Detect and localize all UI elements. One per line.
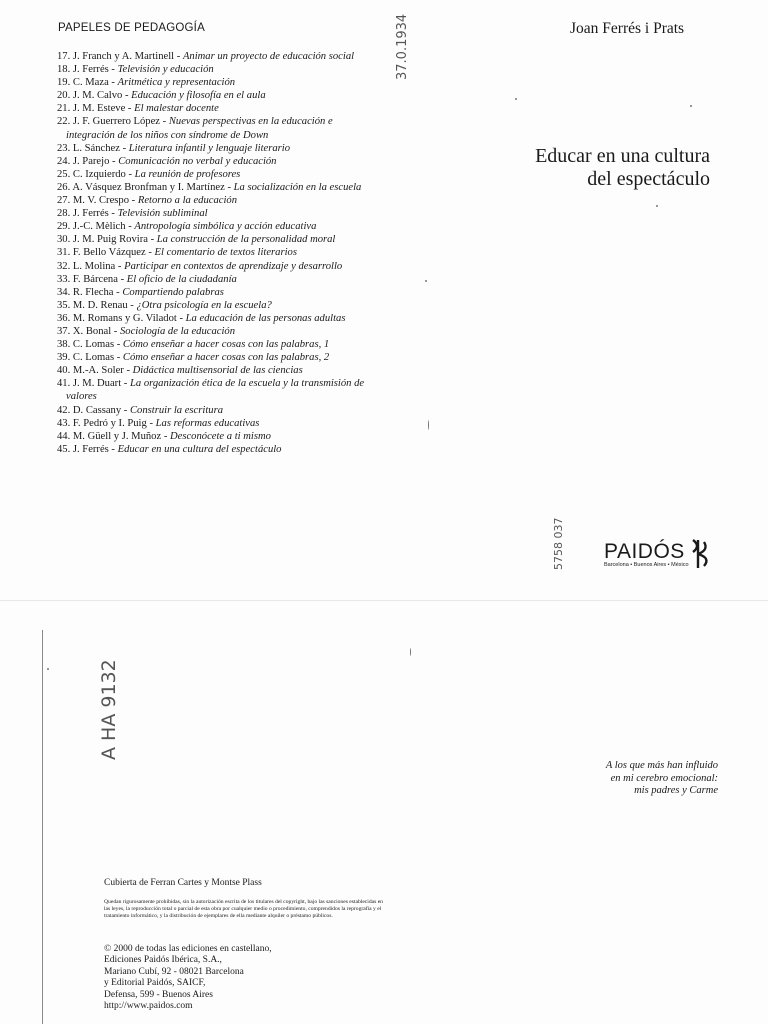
- book-list-item: [57, 142, 377, 155]
- book-title-entry: Educar en una cultura del espectáculo: [117, 443, 282, 455]
- book-number: 26.: [57, 181, 73, 193]
- book-number: 30.: [57, 234, 73, 246]
- copyright-line: Ediciones Paidós Ibérica, S.A.,: [104, 955, 222, 966]
- book-author: D. Cassany -: [72, 404, 130, 416]
- book-author: C. Lomas -: [72, 352, 123, 364]
- handwritten-note-1: 37.0.1934: [395, 13, 410, 80]
- copyright-line: © 2000 de todas las ediciones en castellano,: [104, 944, 272, 954]
- book-list-item: [57, 50, 377, 63]
- scan-speck: [690, 105, 692, 107]
- book-number: 35.: [57, 299, 73, 311]
- book-number: 21.: [57, 103, 73, 115]
- book-author: F. Bello Vázquez -: [72, 247, 155, 259]
- book-author: L. Sánchez -: [72, 142, 129, 154]
- book-title-entry: La educación de las personas adultas: [185, 312, 346, 324]
- book-title-entry: Cómo enseñar a hacer cosas con las palabras, 2: [122, 352, 330, 364]
- book-list-item: [57, 338, 377, 351]
- book-list-item: [57, 168, 377, 181]
- book-list-item: [57, 273, 377, 286]
- book-title-entry: Didáctica multisensorial de las ciencias: [132, 365, 303, 377]
- book-title-entry: ¿Otra psicología en la escuela?: [136, 299, 272, 311]
- copyright-line: Mariano Cubí, 92 - 08021 Barcelona: [104, 966, 244, 977]
- page-edge-line: [42, 630, 43, 1024]
- dedication-line2: en mi cerebro emocional:: [610, 772, 718, 784]
- book-author: M. V. Crespo -: [72, 195, 138, 207]
- book-list-item: [57, 430, 377, 443]
- book-number: 19.: [57, 77, 73, 89]
- book-title-entry: Literatura infantil y lenguaje literario: [128, 142, 291, 154]
- book-author: J. M. Calvo -: [72, 90, 132, 102]
- book-list-item: [57, 89, 377, 102]
- book-title-entry: Aritmética y representación: [117, 77, 236, 89]
- book-list-item: [57, 404, 377, 417]
- book-title-entry: Educación y filosofía en el aula: [131, 90, 266, 102]
- book-author: J. Ferrés -: [72, 208, 118, 220]
- book-author: J.-C. Mèlich -: [72, 221, 135, 233]
- book-number: 34.: [57, 286, 73, 298]
- legal-notice: Quedan rigurosamente prohibidas, sin la autorización escrita de los titulares del copyright, bajo las sanciones establecidas en las leyes, la reproducción total o parcial de esta obra por cualquier medio o procedimiento, comprendidos la reprografía y el tratamiento informático, y la distribución de ejemplares de ella mediante alquiler o préstamo públicos.: [104, 899, 383, 920]
- book-author: J. M. Esteve -: [72, 103, 135, 115]
- book-list-item: [57, 377, 377, 403]
- book-list-item: [57, 443, 377, 456]
- book-list-item: [57, 364, 377, 377]
- book-title-entry: Sociología de la educación: [119, 325, 235, 337]
- author-name: Joan Ferrés i Prats: [570, 20, 685, 37]
- book-title-entry: Animar un proyecto de educación social: [182, 51, 355, 62]
- book-number: 39.: [57, 352, 73, 364]
- book-title-entry: La construcción de la personalidad moral: [156, 234, 336, 246]
- book-number: 33.: [57, 273, 73, 285]
- scan-speck: [47, 668, 49, 670]
- book-author: J. F. Guerrero López -: [72, 116, 169, 128]
- book-list-item: [57, 312, 377, 325]
- book-author: J. Franch y A. Martinell -: [72, 51, 183, 62]
- book-title-entry: El oficio de la ciudadanía: [126, 273, 237, 285]
- scan-speck: [656, 205, 658, 207]
- book-list-item: [57, 115, 377, 141]
- book-title-entry: El malestar docente: [134, 103, 219, 115]
- book-number: 18.: [57, 64, 73, 76]
- publisher-logo-icon: [690, 538, 712, 575]
- book-title-line1: Educar en una cultura: [535, 145, 710, 167]
- book-title-entry: Participar en contextos de aprendizaje y desarrollo: [124, 260, 343, 272]
- book-author: C. Lomas -: [72, 339, 123, 351]
- book-list-item: [57, 351, 377, 364]
- book-title-entry: Nuevas perspectivas en la educación e integración de los niños con síndrome de Down: [66, 116, 333, 141]
- book-author: M.-A. Soler -: [72, 365, 133, 377]
- book-title-entry: Televisión subliminal: [117, 208, 208, 220]
- copyright-line: Defensa, 599 - Buenos Aires: [104, 989, 213, 1000]
- dedication: [560, 760, 718, 798]
- book-author: A. Vásquez Bronfman y I. Martínez -: [72, 181, 234, 193]
- book-author: M. Güell y J. Muñoz -: [72, 430, 170, 442]
- book-list-item: [57, 181, 377, 194]
- book-number: 27.: [57, 195, 73, 207]
- publisher-cities: Barcelona • Buenos Aires • México: [604, 562, 689, 568]
- copyright-block: [104, 944, 272, 1012]
- book-list-item: [57, 155, 377, 168]
- book-list-item: [57, 260, 377, 273]
- book-number: 25.: [57, 168, 73, 180]
- book-number: 17.: [57, 51, 73, 62]
- book-author: F. Pedró y I. Puig -: [72, 417, 156, 429]
- book-number: 37.: [57, 325, 73, 337]
- scan-speck: [425, 280, 427, 282]
- book-author: X. Bonal -: [72, 325, 120, 337]
- book-title-entry: La socialización en la escuela: [233, 181, 362, 193]
- copyright-line: y Editorial Paidós, SAICF,: [104, 978, 206, 989]
- book-author: J. Ferrés -: [72, 443, 118, 455]
- book-list-item: [57, 286, 377, 299]
- book-title-entry: La reunión de profesores: [134, 168, 241, 180]
- book-number: 40.: [57, 365, 73, 377]
- book-number: 28.: [57, 208, 73, 220]
- book-number: 23.: [57, 142, 73, 154]
- book-list-item: [57, 63, 377, 76]
- scan-speck: [428, 420, 429, 430]
- book-author: J. M. Puig Rovira -: [72, 234, 157, 246]
- handwritten-note-3: 5758 037: [552, 517, 565, 570]
- book-author: J. M. Duart -: [72, 378, 130, 390]
- book-author: J. Parejo -: [72, 155, 119, 167]
- book-list-item: [57, 102, 377, 115]
- book-number: 24.: [57, 155, 73, 167]
- cover-credits: Cubierta de Ferran Cartes y Montse Plass: [104, 878, 262, 888]
- book-list-item: [57, 299, 377, 312]
- book-title-entry: Retorno a la educación: [137, 195, 237, 207]
- book-title-entry: Las reformas educativas: [155, 417, 260, 429]
- publisher-name: PAIDÓS: [604, 540, 685, 563]
- book-author: R. Flecha -: [72, 286, 123, 298]
- book-list-item: [57, 246, 377, 259]
- dedication-line1: A los que más han influido: [605, 760, 718, 771]
- book-number: 43.: [57, 417, 73, 429]
- publisher-block: [604, 540, 689, 568]
- book-list-item: [57, 417, 377, 430]
- book-title-entry: Compartiendo palabras: [122, 286, 224, 298]
- book-list-item: [57, 76, 377, 89]
- copyright-line: http://www.paidos.com: [104, 1001, 193, 1012]
- book-number: 38.: [57, 339, 73, 351]
- book-title-entry: Antropología simbólica y acción educativa: [134, 221, 317, 233]
- book-author: C. Maza -: [72, 77, 118, 89]
- book-author: J. Ferrés -: [72, 64, 118, 76]
- scan-speck: [515, 98, 517, 100]
- book-number: 45.: [57, 443, 73, 455]
- book-number: 29.: [57, 221, 73, 233]
- book-list-item: [57, 220, 377, 233]
- book-title-entry: Construir la escritura: [129, 404, 223, 416]
- book-title-line2: del espectáculo: [587, 168, 710, 190]
- book-author: M. D. Renau -: [72, 299, 137, 311]
- book-list-item: [57, 325, 377, 338]
- book-author: F. Bárcena -: [72, 273, 127, 285]
- book-title: [470, 145, 710, 191]
- book-list-item: [57, 194, 377, 207]
- dedication-line3: mis padres y Carme: [634, 785, 718, 796]
- book-title-entry: El comentario de textos literarios: [154, 247, 297, 259]
- book-title-entry: Televisión y educación: [117, 64, 214, 76]
- book-number: 42.: [57, 404, 73, 416]
- book-author: M. Romans y G. Viladot -: [72, 312, 186, 324]
- book-number: 36.: [57, 312, 73, 324]
- book-list-item: [57, 207, 377, 220]
- book-title-entry: Desconócete a ti mismo: [170, 430, 271, 442]
- book-title-entry: Comunicación no verbal y educación: [118, 155, 277, 167]
- page-divider: [0, 600, 768, 601]
- book-title-entry: La organización ética de la escuela y la transmisión de valores: [66, 378, 365, 403]
- book-number: 22.: [57, 116, 73, 128]
- book-title-entry: Cómo enseñar a hacer cosas con las palabras, 1: [122, 339, 330, 351]
- book-list-item: [57, 233, 377, 246]
- scan-speck: [410, 648, 411, 656]
- book-number: 20.: [57, 90, 73, 102]
- book-number: 41.: [57, 378, 73, 390]
- handwritten-note-2: A HA 9132: [98, 659, 120, 760]
- book-number: 32.: [57, 260, 73, 272]
- book-author: C. Izquierdo -: [72, 168, 135, 180]
- book-number: 31.: [57, 247, 73, 259]
- book-author: L. Molina -: [72, 260, 125, 272]
- book-list: [57, 50, 377, 456]
- series-heading: PAPELES DE PEDAGOGÍA: [58, 22, 205, 34]
- book-number: 44.: [57, 430, 73, 442]
